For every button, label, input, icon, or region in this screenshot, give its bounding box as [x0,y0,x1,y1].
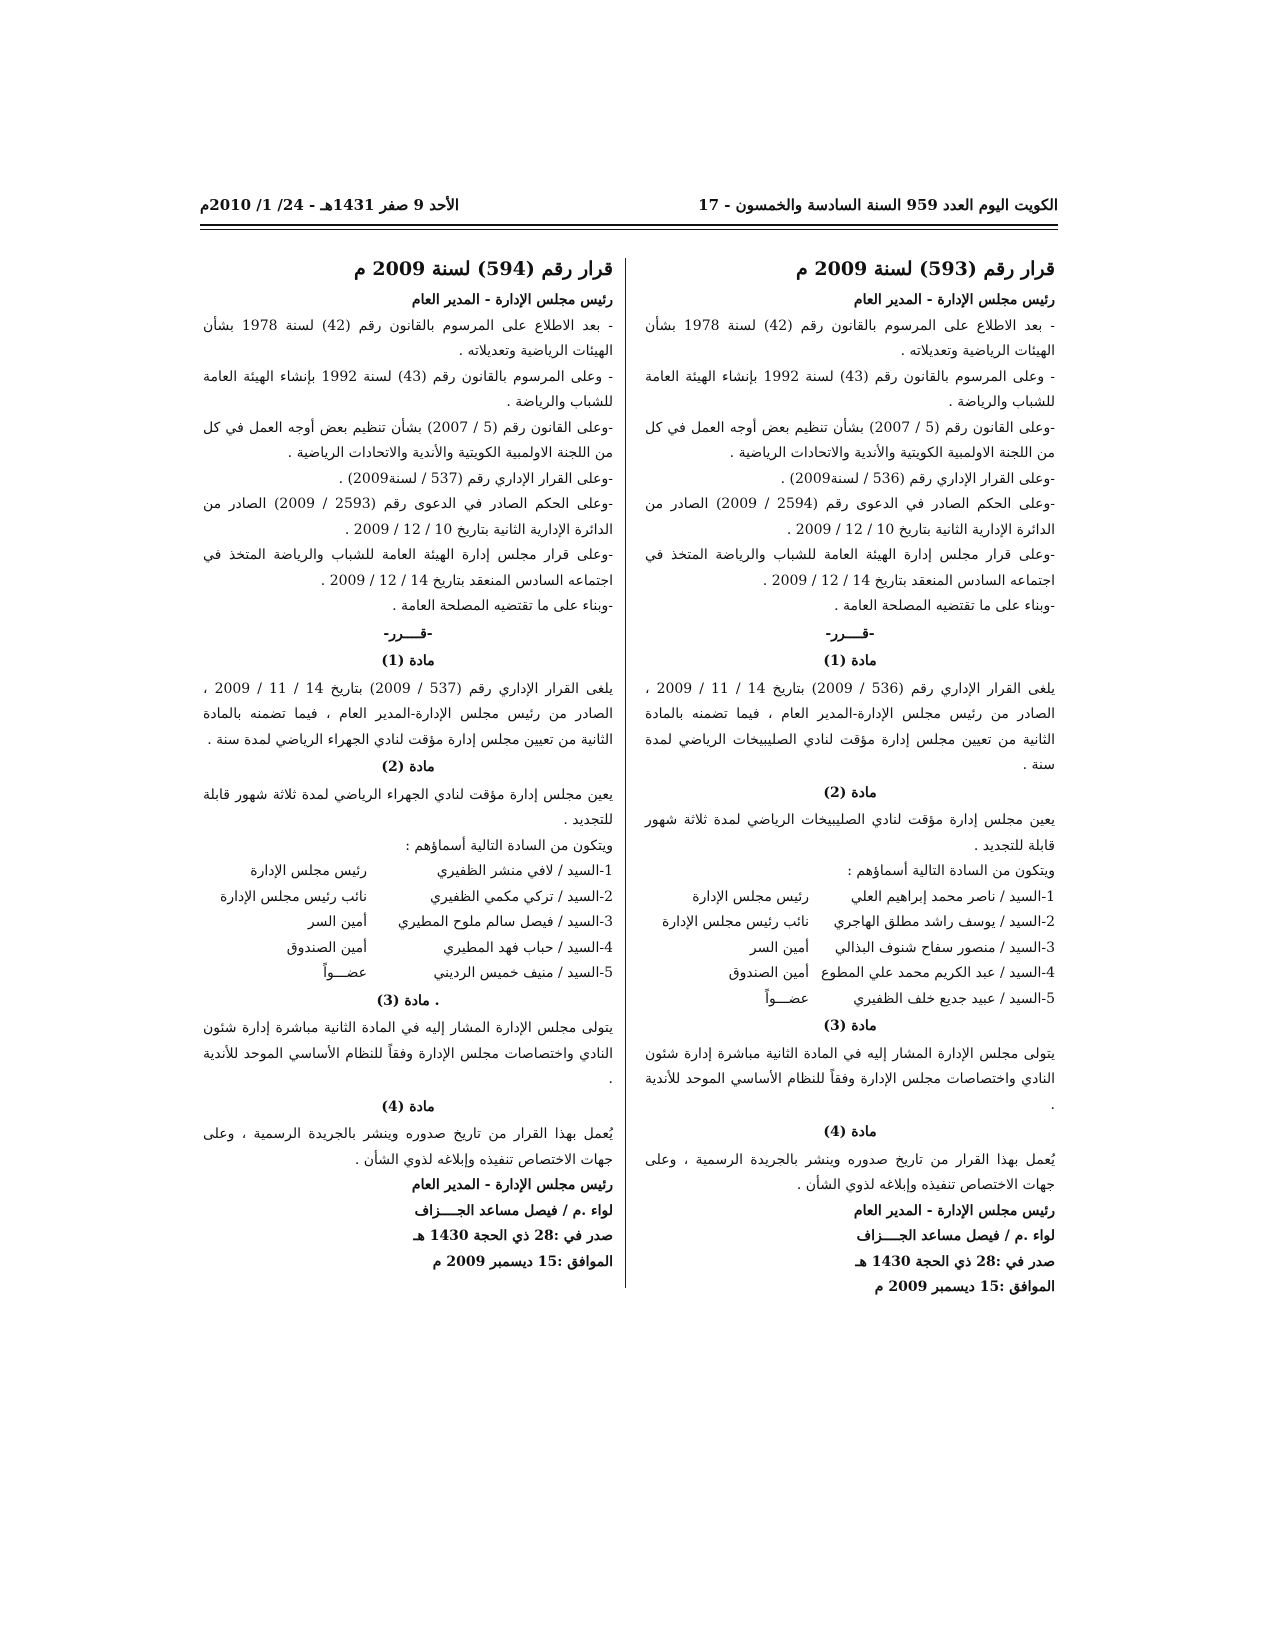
member-name: 2-السيد / يوسف راشد مطلق الهاجري [833,914,1055,930]
member-name: 3-السيد / فيصل سالم ملوح المطيري [397,914,613,930]
members-table [645,885,1055,1013]
issued-hijri-date: صدر في :28 ذي الحجة 1430 هـ [855,1253,1055,1270]
member-role: عضـــواً [323,965,367,981]
member-name: 1-السيد / ناصر محمد إبراهيم العلي [850,888,1055,905]
article-3-text: يتولى مجلس الإدارة المشار إليه في المادة الثانية مباشرة إدارة شئون النادي واختصاصات مجلس الإدارة وفقاً للنظام الأساسي الموحد للأندية . [203,1020,613,1087]
preamble-3: -وعلى القانون رقم (5 / 2007) بشأن تنظيم بعض أوجه العمل في كل من اللجنة الاولمبية الكويتية والأندية والاتحادات الرياضية . [203,419,613,461]
decision-issuer: رئيس مجلس الإدارة - المدير العام [411,292,613,308]
member-row [203,910,613,936]
article-2-heading: مادة (2) [381,759,435,775]
preamble-1: - بعد الاطلاع على المرسوم بالقانون رقم (42) لسنة 1978 بشأن الهيئات الرياضية وتعديلاته . [645,317,1055,359]
article-3-heading: . مادة (3) [376,992,440,1009]
article-3-heading: مادة (3) [823,1018,877,1034]
member-row [645,910,1055,936]
preamble-5: -وعلى الحكم الصادر في الدعوى رقم (2594 / 2009) الصادر من الدائرة الإدارية الثانية بتاريخ 10 / 12 / 2009 . [645,496,1055,538]
member-role: أمين السر [749,939,809,956]
decided-heading: -قــــرر- [383,625,433,642]
signature-name: لواء .م / فيصل مساعد الجــــزاف [856,1228,1055,1244]
decision-594-column [203,250,613,1275]
decision-issuer: رئيس مجلس الإدارة - المدير العام [853,292,1055,308]
decided-heading: -قــــرر- [825,625,875,642]
member-row [203,936,613,962]
member-role: أمين الصندوق [286,939,367,956]
article-2-text: يعين مجلس إدارة مؤقت لنادي الصليبيخات الرياضي لمدة ثلاثة شهور قابلة للتجديد . [645,812,1055,854]
article-4-heading: مادة (4) [823,1124,877,1140]
member-role: عضـــواً [765,990,809,1007]
member-role: نائب رئيس مجلس الإدارة [220,888,367,905]
member-role: أمين السر [307,914,367,930]
signature-name: لواء .م / فيصل مساعد الجــــزاف [414,1202,613,1219]
members-intro: ويتكون من السادة التالية أسماؤهم : [405,837,613,854]
article-4-text: يُعمل بهذا القرار من تاريخ صدوره وينشر بالجريدة الرسمية ، وعلى جهات الاختصاص تنفيذه وإبلاغه لذوي الشأن . [645,1151,1055,1193]
issued-hijri-date: صدر في :28 ذي الحجة 1430 هـ [413,1228,613,1244]
member-row [645,987,1055,1013]
article-4-text: يُعمل بهذا القرار من تاريخ صدوره وينشر بالجريدة الرسمية ، وعلى جهات الاختصاص تنفيذه وإبلاغه لذوي الشأن . [203,1126,613,1168]
member-row [645,885,1055,911]
decision-title: قرار رقم (594) لسنة 2009 م [354,258,613,280]
issued-gregorian-date: الموافق :15 ديسمبر 2009 م [874,1279,1055,1295]
member-name: 1-السيد / لافي منشر الظفيري [436,863,613,879]
member-row [645,936,1055,962]
header-date: الأحد 9 صفر 1431هـ - 24/ 1/ 2010م [200,196,460,214]
member-name: 5-السيد / منيف خميس الرديني [433,965,613,981]
member-row [203,961,613,987]
article-3-text: يتولى مجلس الإدارة المشار إليه في المادة الثانية مباشرة إدارة شئون النادي واختصاصات مجلس الإدارة وفقاً للنظام الأساسي الموحد للأندية . [645,1045,1055,1113]
members-intro: ويتكون من السادة التالية أسماؤهم : [847,863,1055,879]
issued-gregorian-date: الموافق :15 ديسمبر 2009 م [432,1253,613,1270]
member-name: 3-السيد / منصور سفاح شنوف البذالي [834,939,1055,956]
article-1-heading: مادة (1) [381,653,435,669]
member-row [203,859,613,885]
column-divider [625,258,626,1288]
decision-593-column [645,250,1055,1301]
member-role: رئيس مجلس الإدارة [250,863,367,879]
member-name: 4-السيد / عبد الكريم محمد علي المطوع [821,965,1055,981]
page-header [200,196,1058,236]
preamble-3: -وعلى القانون رقم (5 / 2007) بشأن تنظيم بعض أوجه العمل في كل من اللجنة الاولمبية الكويتية والأندية والاتحادات الرياضية . [645,419,1055,461]
article-1-heading: مادة (1) [823,653,877,669]
members-table [203,859,613,987]
article-1-text: يلغى القرار الإداري رقم (537 / 2009) بتاريخ 14 / 11 / 2009 ، الصادر من رئيس مجلس الإدارة-المدير العام ، فيما تضمنه بالمادة الثانية من تعيين مجلس إدارة مؤقت لنادي الجهراء الرياضي لمدة سنة . [203,680,613,748]
article-4-heading: مادة (4) [381,1098,435,1115]
signature-title: رئيس مجلس الإدارة - المدير العام [853,1202,1055,1219]
preamble-5: -وعلى الحكم الصادر في الدعوى رقم (2593 / 2009) الصادر من الدائرة الإدارية الثانية بتاريخ 10 / 12 / 2009 . [203,496,613,538]
member-role: نائب رئيس مجلس الإدارة [662,914,809,930]
preamble-4: -وعلى القرار الإداري رقم (536 / لسنة2009) . [780,470,1055,487]
header-issue-info: الكويت اليوم العدد 959 السنة السادسة والخمسون - 17 [698,196,1058,214]
member-name: 2-السيد / تركي مكمي الظفيري [430,888,613,905]
member-row [203,885,613,911]
article-2-text: يعين مجلس إدارة مؤقت لنادي الجهراء الرياضي لمدة ثلاثة شهور قابلة للتجديد . [203,786,613,828]
member-name: 5-السيد / عبيد جديع خلف الظفيري [853,990,1055,1007]
article-1-text: يلغى القرار الإداري رقم (536 / 2009) بتاريخ 14 / 11 / 2009 ، الصادر من رئيس مجلس الإدارة-المدير العام ، فيما تضمنه بالمادة الثانية من تعيين مجلس إدارة مؤقت لنادي الصليبيخات الرياضي لمدة سنة . [645,680,1055,773]
preamble-1: - بعد الاطلاع على المرسوم بالقانون رقم (42) لسنة 1978 بشأن الهيئات الرياضية وتعديلاته . [203,317,613,359]
signature-title: رئيس مجلس الإدارة - المدير العام [411,1177,613,1193]
preamble-2: - وعلى المرسوم بالقانون رقم (43) لسنة 1992 بإنشاء الهيئة العامة للشباب والرياضة . [203,368,613,410]
member-role: رئيس مجلس الإدارة [692,888,809,905]
preamble-2: - وعلى المرسوم بالقانون رقم (43) لسنة 1992 بإنشاء الهيئة العامة للشباب والرياضة . [645,368,1055,410]
article-2-heading: مادة (2) [823,784,877,801]
member-role: أمين الصندوق [728,965,809,981]
header-rule [200,224,1058,226]
preamble-4: -وعلى القرار الإداري رقم (537 / لسنة2009) . [338,470,613,487]
preamble-7: -وبناء على ما تقتضيه المصلحة العامة . [392,598,613,614]
member-row [645,961,1055,987]
preamble-6: -وعلى قرار مجلس إدارة الهيئة العامة للشباب والرياضة المتخذ في اجتماعه السادس المنعقد بتاريخ 14 / 12 / 2009 . [645,547,1055,589]
member-name: 4-السيد / حباب فهد المطيري [443,939,613,956]
header-rule-thin [200,229,1058,230]
preamble-7: -وبناء على ما تقتضيه المصلحة العامة . [834,598,1055,614]
decision-title: قرار رقم (593) لسنة 2009 م [796,258,1055,280]
preamble-6: -وعلى قرار مجلس إدارة الهيئة العامة للشباب والرياضة المتخذ في اجتماعه السادس المنعقد بتاريخ 14 / 12 / 2009 . [203,547,613,589]
